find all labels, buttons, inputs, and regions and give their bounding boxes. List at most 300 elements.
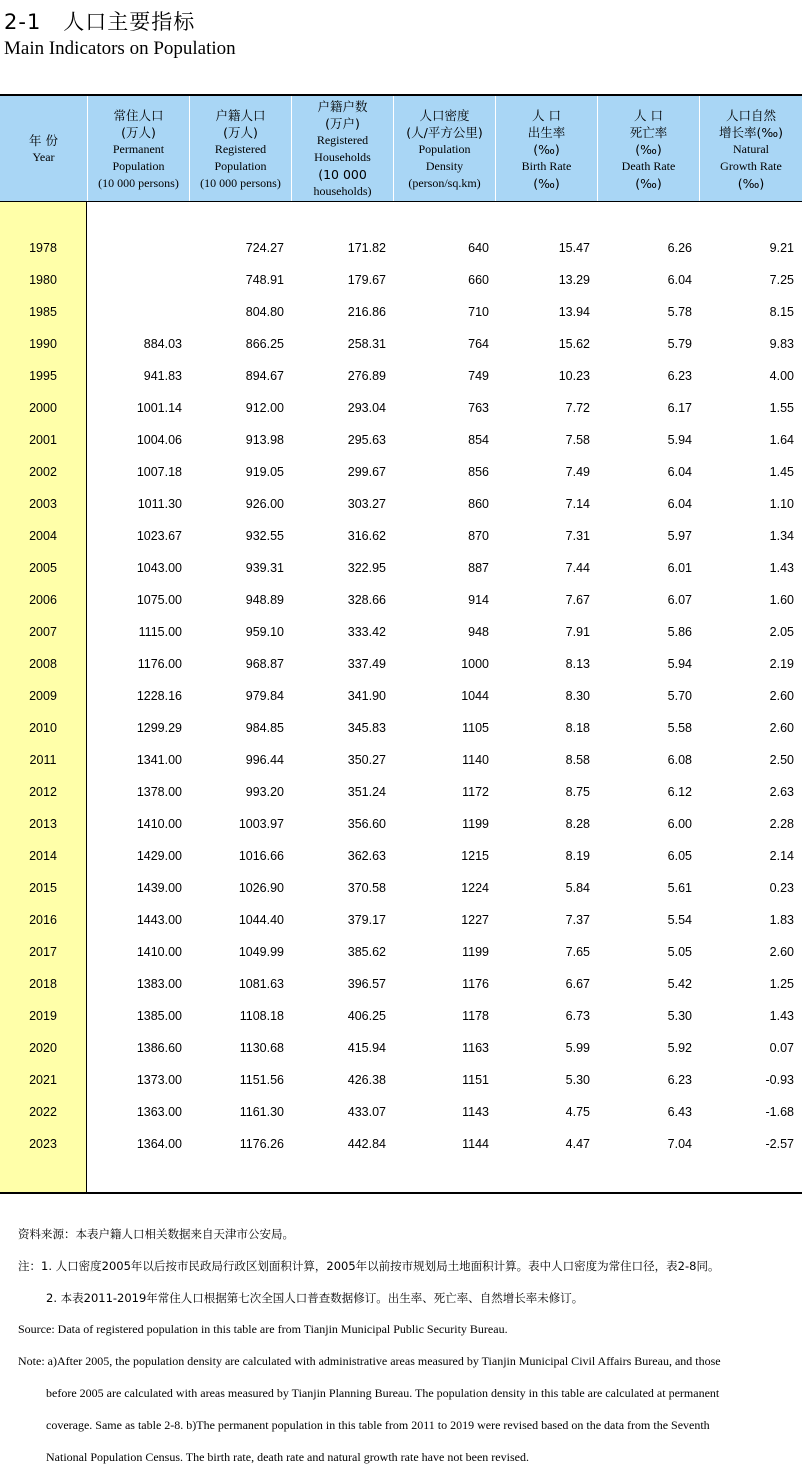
header-permanent-population (88, 96, 190, 202)
table-row (0, 362, 802, 394)
cell-natural-growth-rate: 4.00 (769, 369, 794, 383)
cell-population-density: 710 (468, 305, 489, 319)
cell-permanent-population: 941.83 (143, 369, 182, 383)
cell-birth-rate: 15.62 (558, 337, 590, 351)
cell-year: 2004 (29, 529, 57, 543)
cell-permanent-population: 1364.00 (136, 1137, 182, 1151)
cell-natural-growth-rate: 1.10 (769, 497, 794, 511)
cell-registered-households: 179.67 (347, 273, 386, 287)
cell-population-density: 1178 (462, 1009, 489, 1023)
cell-natural-growth-rate: 2.60 (769, 689, 794, 703)
cell-year: 1985 (29, 305, 57, 319)
header-line: (10 000 persons) (200, 175, 281, 190)
note-cn-1: 注：1. 人口密度2005年以后按市民政局行政区划面积计算，2005年以前按市规划局土地面积计算。表中人口密度为常住口径，表2-8同。 (18, 1259, 720, 1273)
header-line: Population (418, 141, 471, 156)
cell-birth-rate: 7.72 (565, 401, 590, 415)
cell-population-density: 1144 (462, 1137, 489, 1151)
cell-permanent-population: 1410.00 (136, 817, 182, 831)
cell-death-rate: 5.78 (667, 305, 692, 319)
bottom-rule (0, 1192, 802, 1194)
table-row (0, 842, 802, 874)
cell-registered-population: 1049.99 (238, 945, 284, 959)
cell-natural-growth-rate: 2.28 (769, 817, 794, 831)
cell-year: 2015 (29, 881, 57, 895)
cell-death-rate: 6.04 (667, 497, 692, 511)
header-year (0, 96, 88, 202)
cell-registered-population: 926.00 (245, 497, 284, 511)
table-row (0, 1066, 802, 1098)
cell-year: 1995 (29, 369, 57, 383)
cell-year: 2001 (29, 433, 57, 447)
cell-population-density: 914 (468, 593, 489, 607)
cell-year: 2023 (29, 1137, 57, 1151)
header-line: (万人) (223, 124, 258, 140)
cell-permanent-population: 884.03 (143, 337, 182, 351)
table-row (0, 714, 802, 746)
cell-natural-growth-rate: 7.25 (769, 273, 794, 287)
cell-birth-rate: 5.99 (565, 1041, 590, 1055)
cell-natural-growth-rate: 1.34 (769, 529, 794, 543)
header-line: (‰) (533, 175, 560, 191)
cell-natural-growth-rate: 2.05 (769, 625, 794, 639)
cell-natural-growth-rate: 9.21 (769, 241, 794, 255)
header-line: households) (313, 184, 372, 198)
note-en-2: before 2005 are calculated with areas measured by Tianjin Planning Bureau. The population density in this table are calculated at permanent (46, 1386, 720, 1400)
cell-registered-households: 362.63 (347, 849, 386, 863)
header-registered-population (190, 96, 292, 202)
header-line: (人/平方公里) (406, 124, 483, 140)
cell-permanent-population: 1439.00 (136, 881, 182, 895)
cell-natural-growth-rate: 1.64 (769, 433, 794, 447)
cell-population-density: 1215 (461, 849, 489, 863)
cell-year: 2003 (29, 497, 57, 511)
cell-permanent-population: 1023.67 (136, 529, 182, 543)
cell-year: 1978 (29, 241, 57, 255)
cell-population-density: 1227 (461, 913, 489, 927)
header-line: Population (214, 158, 267, 173)
cell-natural-growth-rate: -1.68 (765, 1105, 794, 1119)
cell-year: 2017 (29, 945, 57, 959)
cell-permanent-population: 1363.00 (136, 1105, 182, 1119)
cell-registered-households: 396.57 (347, 977, 386, 991)
cell-natural-growth-rate: 9.83 (769, 337, 794, 351)
table-row (0, 970, 802, 1002)
cell-natural-growth-rate: 2.50 (769, 753, 794, 767)
cell-permanent-population: 1007.18 (136, 465, 182, 479)
cell-death-rate: 6.12 (667, 785, 692, 799)
cell-death-rate: 6.43 (667, 1105, 692, 1119)
cell-permanent-population: 1383.00 (136, 977, 182, 991)
cell-birth-rate: 7.91 (565, 625, 590, 639)
cell-death-rate: 5.05 (667, 945, 692, 959)
cell-death-rate: 5.97 (667, 529, 692, 543)
cell-death-rate: 6.05 (667, 849, 692, 863)
cell-birth-rate: 5.84 (565, 881, 590, 895)
header-line: 户籍人口 (215, 107, 266, 123)
cell-permanent-population: 1410.00 (136, 945, 182, 959)
header-death-rate (598, 96, 700, 202)
header-line: Permanent (112, 141, 165, 156)
cell-registered-households: 303.27 (347, 497, 386, 511)
cell-registered-households: 293.04 (347, 401, 386, 415)
cell-permanent-population: 1228.16 (136, 689, 182, 703)
cell-population-density: 1163 (462, 1041, 489, 1055)
cell-registered-population: 919.05 (245, 465, 284, 479)
cell-permanent-population: 1341.00 (136, 753, 182, 767)
cell-year: 2008 (29, 657, 57, 671)
header-birth-rate (496, 96, 598, 202)
cell-death-rate: 6.26 (667, 241, 692, 255)
header-line: (万户) (325, 116, 360, 131)
cell-death-rate: 6.23 (667, 369, 692, 383)
cell-year: 2016 (29, 913, 57, 927)
cell-registered-population: 996.44 (245, 753, 284, 767)
cell-registered-households: 333.42 (347, 625, 386, 639)
cell-year: 2022 (29, 1105, 57, 1119)
cell-permanent-population: 1443.00 (136, 913, 182, 927)
table-row (0, 906, 802, 938)
cell-natural-growth-rate: 1.25 (769, 977, 794, 991)
cell-permanent-population: 1043.00 (136, 561, 182, 575)
cell-death-rate: 5.94 (667, 433, 692, 447)
header-line: Year (32, 150, 55, 164)
cell-permanent-population: 1373.00 (136, 1073, 182, 1087)
table-row (0, 778, 802, 810)
cell-natural-growth-rate: 0.07 (769, 1041, 794, 1055)
header-line: (‰) (635, 141, 662, 157)
cell-birth-rate: 6.67 (565, 977, 590, 991)
header-line: 人口密度 (419, 107, 470, 123)
source-en: Source: Data of registered population in this table are from Tianjin Municipal Public Security Bureau. (18, 1322, 508, 1336)
cell-natural-growth-rate: 1.60 (769, 593, 794, 607)
cell-registered-population: 748.91 (245, 273, 284, 287)
cell-birth-rate: 7.49 (565, 465, 590, 479)
cell-natural-growth-rate: 2.63 (769, 785, 794, 799)
cell-registered-population: 993.20 (245, 785, 284, 799)
cell-population-density: 660 (468, 273, 489, 287)
cell-registered-households: 415.94 (347, 1041, 386, 1055)
cell-population-density: 887 (468, 561, 489, 575)
table-row (0, 1130, 802, 1162)
header-line: 户籍户数 (317, 99, 368, 114)
cell-death-rate: 5.42 (667, 977, 692, 991)
table-row (0, 522, 802, 554)
cell-registered-households: 406.25 (347, 1009, 386, 1023)
cell-birth-rate: 7.58 (565, 433, 590, 447)
cell-natural-growth-rate: 1.43 (769, 1009, 794, 1023)
header-line: 年 份 (29, 133, 58, 148)
cell-registered-population: 724.27 (245, 241, 284, 255)
cell-birth-rate: 6.73 (565, 1009, 590, 1023)
cell-registered-population: 939.31 (245, 561, 284, 575)
cell-registered-population: 804.80 (245, 305, 284, 319)
cell-birth-rate: 5.30 (565, 1073, 590, 1087)
cell-registered-population: 1130.68 (239, 1041, 284, 1055)
header-line: 出生率 (527, 124, 566, 140)
cell-year: 2021 (29, 1073, 57, 1087)
cell-year: 2000 (29, 401, 57, 415)
table-row (0, 234, 802, 266)
cell-registered-households: 433.07 (347, 1105, 386, 1119)
cell-registered-population: 1176.26 (239, 1137, 284, 1151)
cell-death-rate: 5.54 (667, 913, 692, 927)
cell-death-rate: 6.17 (667, 401, 692, 415)
cell-death-rate: 5.30 (667, 1009, 692, 1023)
cell-registered-households: 337.49 (347, 657, 386, 671)
cell-registered-households: 379.17 (347, 913, 386, 927)
table-row (0, 618, 802, 650)
cell-registered-population: 1151.56 (239, 1073, 284, 1087)
cell-registered-households: 385.62 (347, 945, 386, 959)
cell-death-rate: 6.04 (667, 465, 692, 479)
cell-permanent-population: 1011.30 (137, 497, 182, 511)
table-row (0, 938, 802, 970)
header-line: (万人) (121, 124, 156, 140)
cell-registered-population: 968.87 (245, 657, 284, 671)
cell-registered-households: 328.66 (347, 593, 386, 607)
note-en-4: National Population Census. The birth rate, death rate and natural growth rate have not been revised. (46, 1450, 529, 1464)
cell-death-rate: 5.92 (667, 1041, 692, 1055)
cell-natural-growth-rate: 2.60 (769, 945, 794, 959)
cell-birth-rate: 8.18 (565, 721, 590, 735)
cell-registered-households: 442.84 (347, 1137, 386, 1151)
cell-year: 2005 (29, 561, 57, 575)
cell-death-rate: 5.58 (667, 721, 692, 735)
cell-registered-households: 316.62 (347, 529, 386, 543)
table-row (0, 810, 802, 842)
cell-birth-rate: 8.19 (565, 849, 590, 863)
cell-registered-population: 1044.40 (238, 913, 284, 927)
cell-registered-households: 322.95 (347, 561, 386, 575)
table-row (0, 394, 802, 426)
cell-permanent-population: 1385.00 (136, 1009, 182, 1023)
cell-birth-rate: 7.37 (565, 913, 590, 927)
cell-registered-households: 351.24 (347, 785, 386, 799)
header-line: (‰) (533, 141, 560, 157)
cell-registered-population: 1161.30 (239, 1105, 284, 1119)
cell-registered-population: 913.98 (245, 433, 284, 447)
cell-population-density: 1044 (461, 689, 489, 703)
cell-birth-rate: 8.75 (565, 785, 590, 799)
cell-registered-population: 1016.66 (238, 849, 284, 863)
table-row (0, 586, 802, 618)
cell-year: 1980 (29, 273, 57, 287)
cell-natural-growth-rate: 1.45 (769, 465, 794, 479)
header-natural-growth-rate (700, 96, 802, 202)
cell-year: 2020 (29, 1041, 57, 1055)
cell-birth-rate: 7.67 (565, 593, 590, 607)
cell-death-rate: 7.04 (667, 1137, 692, 1151)
header-line: (person/sq.km) (408, 175, 481, 190)
cell-death-rate: 5.86 (667, 625, 692, 639)
cell-population-density: 1224 (461, 881, 489, 895)
cell-registered-population: 866.25 (245, 337, 284, 351)
cell-registered-population: 912.00 (245, 401, 284, 415)
table-title-cn: 2-1 人口主要指标 (4, 10, 196, 34)
cell-natural-growth-rate: -2.57 (765, 1137, 794, 1151)
cell-year: 2011 (29, 753, 57, 767)
cell-registered-households: 276.89 (347, 369, 386, 383)
cell-death-rate: 5.70 (667, 689, 692, 703)
cell-population-density: 749 (468, 369, 489, 383)
header-line: (‰) (737, 175, 765, 191)
cell-permanent-population: 1378.00 (136, 785, 182, 799)
cell-natural-growth-rate: -0.93 (765, 1073, 794, 1087)
table-row (0, 682, 802, 714)
header-line: 死亡率 (629, 124, 668, 140)
cell-year: 1990 (29, 337, 57, 351)
cell-permanent-population: 1176.00 (137, 657, 182, 671)
header-line: Households (314, 150, 371, 164)
header-registered-households (292, 96, 394, 202)
cell-registered-households: 350.27 (347, 753, 386, 767)
cell-death-rate: 6.04 (667, 273, 692, 287)
cell-permanent-population: 1001.14 (136, 401, 182, 415)
cell-permanent-population: 1429.00 (136, 849, 182, 863)
cell-birth-rate: 13.94 (558, 305, 590, 319)
cell-permanent-population: 1075.00 (136, 593, 182, 607)
table-row (0, 1002, 802, 1034)
cell-permanent-population: 1299.29 (136, 721, 182, 735)
cell-natural-growth-rate: 1.55 (769, 401, 794, 415)
source-cn: 资料来源：本表户籍人口相关数据来自天津市公安局。 (18, 1227, 294, 1241)
table-row (0, 746, 802, 778)
header-line: (‰) (635, 175, 662, 191)
header-line: (10 000 persons) (98, 175, 179, 190)
cell-population-density: 1000 (461, 657, 489, 671)
cell-registered-households: 426.38 (347, 1073, 386, 1087)
cell-year: 2018 (29, 977, 57, 991)
cell-birth-rate: 8.30 (565, 689, 590, 703)
cell-year: 2019 (29, 1009, 57, 1023)
cell-registered-population: 979.84 (245, 689, 284, 703)
cell-death-rate: 6.07 (667, 593, 692, 607)
cell-registered-households: 370.58 (347, 881, 386, 895)
cell-natural-growth-rate: 8.15 (769, 305, 794, 319)
cell-natural-growth-rate: 2.14 (769, 849, 794, 863)
cell-natural-growth-rate: 2.19 (769, 657, 794, 671)
cell-registered-population: 932.55 (245, 529, 284, 543)
header-line: (10 000 (318, 167, 367, 182)
cell-registered-households: 295.63 (347, 433, 386, 447)
header-line: Birth Rate (521, 158, 572, 173)
header-line: 人 口 (532, 107, 561, 123)
note-en-3: coverage. Same as table 2-8. b)The permanent population in this table from 2011 to 2019 were revised based on the data from the Seventh (46, 1418, 710, 1432)
header-line: Registered (214, 141, 267, 156)
cell-death-rate: 5.61 (667, 881, 692, 895)
cell-death-rate: 6.08 (667, 753, 692, 767)
table-title-en: Main Indicators on Population (4, 38, 236, 59)
cell-year: 2007 (29, 625, 57, 639)
cell-death-rate: 6.01 (667, 561, 692, 575)
cell-permanent-population: 1386.60 (136, 1041, 182, 1055)
cell-population-density: 1172 (462, 785, 489, 799)
header-line: 增长率(‰) (718, 124, 784, 140)
cell-population-density: 854 (468, 433, 489, 447)
cell-registered-households: 216.86 (347, 305, 386, 319)
cell-population-density: 763 (468, 401, 489, 415)
cell-birth-rate: 13.29 (558, 273, 590, 287)
cell-population-density: 1176 (462, 977, 489, 991)
cell-birth-rate: 10.23 (558, 369, 590, 383)
cell-population-density: 856 (468, 465, 489, 479)
cell-permanent-population: 1004.06 (136, 433, 182, 447)
table-row (0, 298, 802, 330)
cell-registered-population: 1081.63 (238, 977, 284, 991)
table-row (0, 1034, 802, 1066)
cell-birth-rate: 4.75 (565, 1105, 590, 1119)
cell-year: 2012 (29, 785, 57, 799)
cell-population-density: 948 (468, 625, 489, 639)
cell-birth-rate: 8.58 (565, 753, 590, 767)
cell-population-density: 860 (468, 497, 489, 511)
cell-population-density: 1199 (462, 945, 489, 959)
cell-birth-rate: 7.14 (565, 497, 590, 511)
cell-registered-households: 341.90 (347, 689, 386, 703)
cell-permanent-population: 1115.00 (138, 625, 182, 639)
cell-registered-households: 299.67 (347, 465, 386, 479)
cell-birth-rate: 15.47 (558, 241, 590, 255)
cell-population-density: 640 (468, 241, 489, 255)
header-line: 常住人口 (113, 107, 164, 123)
cell-population-density: 1140 (462, 753, 489, 767)
cell-registered-population: 984.85 (245, 721, 284, 735)
cell-year: 2002 (29, 465, 57, 479)
cell-population-density: 1105 (462, 721, 489, 735)
table-header (0, 96, 802, 202)
cell-population-density: 870 (468, 529, 489, 543)
note-en-1: Note: a)After 2005, the population density are calculated with administrative areas measured by Tianjin Municipal Civil Affairs Bureau, and those (18, 1354, 721, 1368)
cell-birth-rate: 7.44 (565, 561, 590, 575)
table-row (0, 554, 802, 586)
cell-year: 2009 (29, 689, 57, 703)
cell-birth-rate: 8.28 (565, 817, 590, 831)
cell-registered-population: 1108.18 (239, 1009, 284, 1023)
cell-registered-population: 1003.97 (238, 817, 284, 831)
header-rule (0, 201, 802, 202)
cell-natural-growth-rate: 1.83 (769, 913, 794, 927)
table-row (0, 1098, 802, 1130)
cell-year: 2014 (29, 849, 57, 863)
cell-birth-rate: 8.13 (565, 657, 590, 671)
table-row (0, 458, 802, 490)
cell-registered-households: 345.83 (347, 721, 386, 735)
cell-year: 2010 (29, 721, 57, 735)
header-population-density (394, 96, 496, 202)
cell-birth-rate: 4.47 (565, 1137, 590, 1151)
note-cn-2: 2. 本表2011-2019年常住人口根据第七次全国人口普查数据修订。出生率、死亡率、自然增长率未修订。 (46, 1291, 584, 1305)
header-line: Density (425, 158, 464, 173)
cell-registered-population: 894.67 (245, 369, 284, 383)
cell-population-density: 1199 (462, 817, 489, 831)
header-line: Death Rate (621, 158, 676, 173)
table-row (0, 330, 802, 362)
cell-death-rate: 6.00 (667, 817, 692, 831)
cell-registered-households: 258.31 (347, 337, 386, 351)
header-line: Population (112, 158, 165, 173)
cell-death-rate: 5.79 (667, 337, 692, 351)
cell-birth-rate: 7.65 (565, 945, 590, 959)
cell-year: 2006 (29, 593, 57, 607)
cell-registered-households: 171.82 (347, 241, 386, 255)
cell-population-density: 1151 (462, 1073, 489, 1087)
cell-registered-households: 356.60 (347, 817, 386, 831)
table-row (0, 266, 802, 298)
cell-natural-growth-rate: 2.60 (769, 721, 794, 735)
cell-registered-population: 948.89 (245, 593, 284, 607)
cell-death-rate: 5.94 (667, 657, 692, 671)
header-line: Growth Rate (720, 158, 782, 173)
